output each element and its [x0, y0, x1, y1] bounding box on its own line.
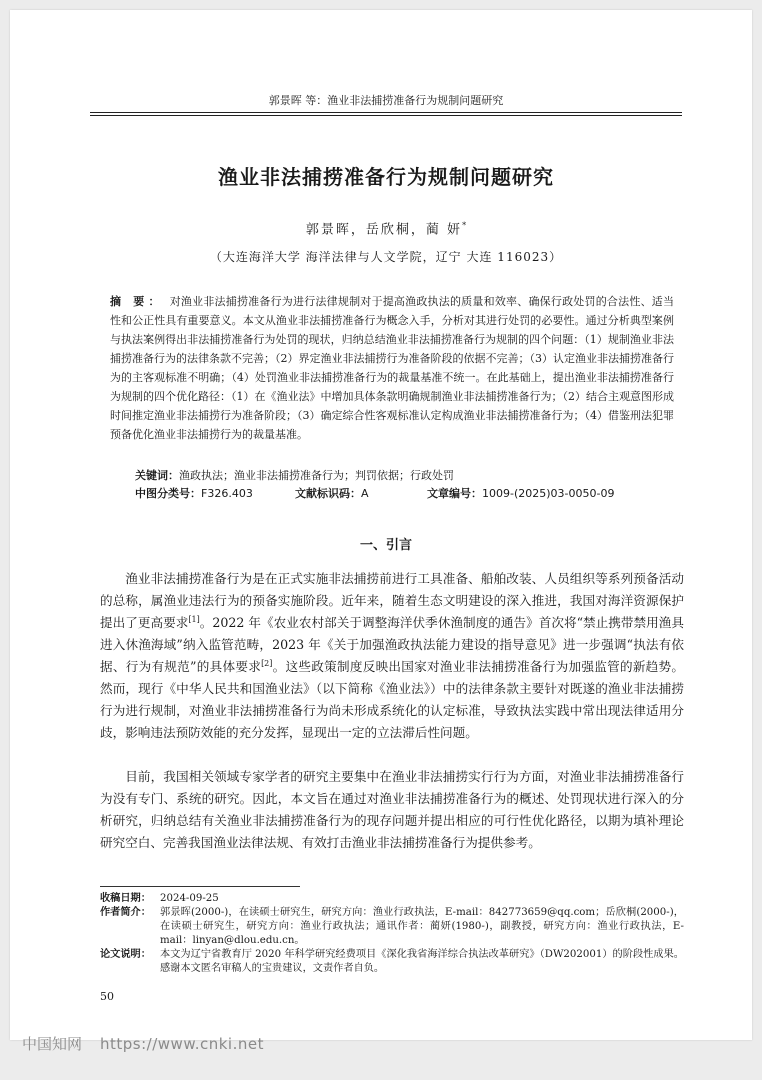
- bio-label: 作者简介：: [100, 907, 151, 918]
- funding-text: 本文为辽宁省教育厅 2020 年科学研究经费项目《深化我省海洋综合执法改革研究》（DW202001）的阶段性成果。感谢本文匿名审稿人的宝贵建议，文责作者自负。: [160, 949, 684, 974]
- intro-paragraph-2: 目前，我国相关领域专家学者的研究主要集中在渔业非法捕捞实行行为方面，对渔业非法捕捞准备行为没有专门、系统的研究。因此，本文旨在通过对渔业非法捕捞准备行为的概述、处罚现状进行深入的分析研究，归纳总结有关渔业非法捕捞准备行为的现存问题并提出相应的可行性优化路径，以期为填补理论研究空白、完善我国渔业法律法规、有效打击渔业非法捕捞准备行为提供参考。: [100, 769, 684, 850]
- citation-ref-1[interactable]: [1]: [188, 614, 200, 624]
- funding-label: 论文说明：: [100, 949, 151, 960]
- journal-page: [10, 10, 752, 1040]
- page-number: 50: [100, 990, 114, 1003]
- footnote-rule: [100, 886, 300, 887]
- art-value: 1009-(2025)03-0050-09: [482, 487, 615, 500]
- cnki-watermark: [22, 1033, 264, 1054]
- funding-note: [100, 948, 684, 976]
- keywords-label: 关键词：: [135, 469, 179, 482]
- para1-text-b: 。2022 年《农业农村部关于调整海洋伏季休渔制度的通告》首次将“禁止携带禁用渔具进入休渔海域”纳入监管范畴，2023 年《关于加强渔政执法能力建设的指导意见》进一步强调“执法有依据、行为有规范”的具体要求: [100, 615, 685, 674]
- received-label: 收稿日期：: [100, 893, 151, 904]
- doc-label: 文献标识码：: [295, 487, 361, 500]
- keywords: [135, 468, 675, 484]
- paper-title: 渔业非法捕捞准备行为规制问题研究: [218, 165, 554, 189]
- doc-code: [295, 486, 369, 502]
- watermark-url[interactable]: https://www.cnki.net: [100, 1035, 264, 1053]
- affiliation: （大连海洋大学 海洋法律与人文学院，辽宁 大连 116023）: [209, 250, 563, 264]
- section-heading: 一、引言: [359, 538, 412, 553]
- corresponding-author-mark: *: [462, 221, 467, 230]
- para1-text-a: 渔业非法捕捞准备行为是在正式实施非法捕捞前进行工具准备、船舶改装、人员组织等系列预备活动的总称，属渔业违法行为的预备实施阶段。近年来，随着生态文明建设的深入推进，我国对海洋资源保护提出了更高要求: [100, 571, 684, 630]
- running-head: 郭景晖 等：渔业非法捕捞准备行为规制问题研究: [268, 94, 504, 107]
- citation-ref-2[interactable]: [2]: [261, 658, 273, 668]
- article-number: [427, 486, 614, 502]
- art-label: 文章编号：: [427, 487, 482, 500]
- clc-number: [135, 486, 253, 502]
- keywords-text: 渔政执法；渔业非法捕捞准备行为；判罚依据；行政处罚: [179, 469, 454, 482]
- author-list: [90, 216, 682, 240]
- clc-label: 中图分类号：: [135, 487, 201, 500]
- footnotes: [100, 892, 684, 976]
- doc-value: A: [361, 487, 369, 500]
- abstract-label: 摘 要：: [110, 295, 164, 308]
- para1-text-c: 。这些政策制度反映出国家对渔业非法捕捞准备行为加强监管的新趋势。然而，现行《中华人民共和国渔业法》（以下简称《渔业法》）中的法律条款主要针对既遂的渔业非法捕捞行为进行规制，对渔业非法捕捞准备行为尚未形成系统化的认定标准，导致执法实践中常出现法律适用分歧，影响违法预防效能的充分发挥，显现出一定的立法滞后性问题。: [100, 659, 684, 740]
- bio-text: 郭景晖(2000-)，在读硕士研究生，研究方向：渔业行政执法，E-mail：842773659@qq.com；岳欣桐(2000-)，在读硕士研究生，研究方向：渔业行政执法；通讯作者：蔺妍(1980-)，副教授，研究方向：渔业行政执法，E-mail：linyan@dlou.edu.cn。: [160, 907, 684, 946]
- abstract: [110, 292, 674, 444]
- clc-value: F326.403: [201, 487, 253, 500]
- abstract-text: 对渔业非法捕捞准备行为进行法律规制对于提高渔政执法的质量和效率、确保行政处罚的合法性、适当性和公正性具有重要意义。本文从渔业非法捕捞准备行为概念入手，分析对其进行处罚的必要性。通过分析典型案例与执法案例得出非法捕捞准备行为处罚的现状，归纳总结渔业非法捕捞准备行为规制的四个问题：（1）规制渔业非法捕捞准备行为的法律条款不完善；（2）界定渔业非法捕捞行为准备阶段的依据不完善；（3）认定渔业非法捕捞准备行为的主客观标准不明确；（4）处罚渔业非法捕捞准备行为的裁量基准不统一。在此基础上，提出渔业非法捕捞准备行为规制的四个优化路径：（1）在《渔业法》中增加具体条款明确规制渔业非法捕捞准备行为；（2）结合主观意图形成时间推定渔业非法捕捞行为准备阶段；（3）确定综合性客观标准认定构成渔业非法捕捞准备行为；（4）借鉴刑法犯罪预备优化渔业非法捕捞行为的裁量基准。: [110, 295, 674, 441]
- watermark-brand: 中国知网: [22, 1035, 83, 1053]
- header-rule-thin: [90, 115, 682, 116]
- received-value: 2024-09-25: [160, 893, 219, 904]
- header-rule-thick: [90, 112, 682, 113]
- author-names: 郭景晖，岳欣桐，蔺 妍: [305, 222, 463, 238]
- received-date: [100, 892, 684, 906]
- author-bio: [100, 906, 684, 948]
- intro-paragraph-1: [100, 568, 684, 744]
